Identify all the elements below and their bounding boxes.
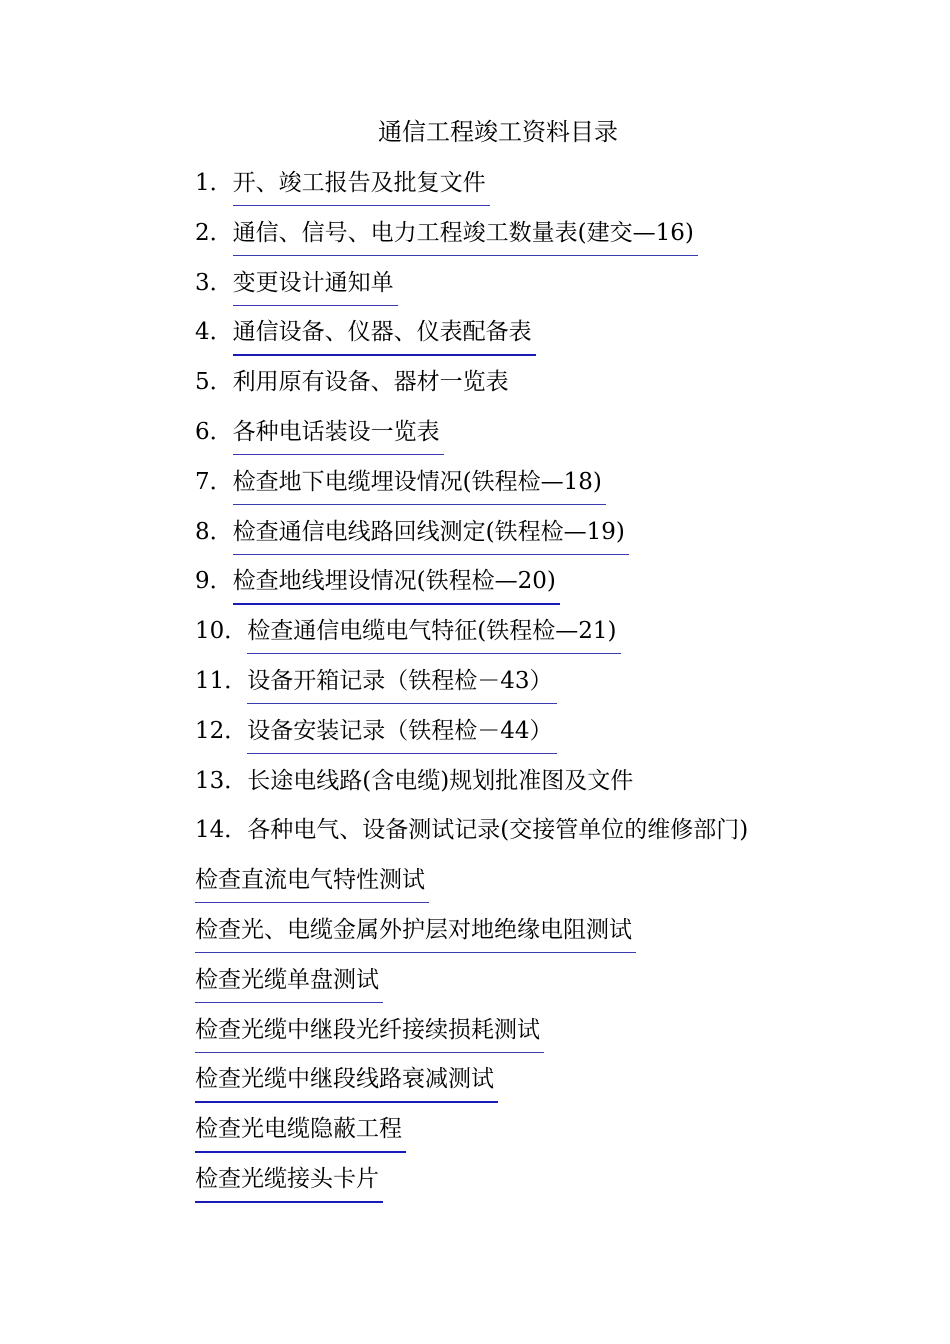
item-text: 检查光缆接头卡片 — [195, 1159, 383, 1203]
list-item — [195, 1010, 752, 1060]
item-number: 13． — [195, 767, 248, 794]
item-text: 检查光缆中继段光纤接续损耗测试 — [195, 1010, 544, 1053]
item-number: 12． — [195, 717, 248, 744]
item-text: 各种电话装设一览表 — [233, 412, 444, 455]
item-text: 检查光、电缆金属外护层对地绝缘电阻测试 — [195, 910, 636, 953]
catalog-list — [195, 163, 752, 1209]
item-text: 通信设备、仪器、仪表配备表 — [233, 312, 536, 356]
item-number: 6． — [195, 418, 233, 445]
item-text: 设备开箱记录（铁程检－43） — [247, 661, 556, 704]
list-item — [195, 412, 752, 462]
item-number: 8． — [195, 518, 233, 545]
list-item — [195, 1159, 752, 1209]
item-text: 设备安装记录（铁程检－44） — [247, 711, 556, 754]
item-text: 利用原有设备、器材一览表 — [232, 369, 509, 396]
list-item — [195, 1109, 752, 1159]
item-number: 5． — [195, 369, 233, 396]
list-item — [195, 312, 752, 362]
item-text: 开、竣工报告及批复文件 — [233, 163, 490, 206]
list-item — [195, 362, 752, 412]
list-item — [195, 163, 752, 213]
list-item — [195, 661, 752, 711]
list-item — [195, 611, 752, 661]
item-number: 2． — [195, 219, 233, 246]
list-item — [195, 512, 752, 562]
item-text: 通信、信号、电力工程竣工数量表(建交—16) — [233, 213, 698, 256]
item-text: 检查光缆中继段线路衰减测试 — [195, 1059, 498, 1103]
item-text: 各种电气、设备测试记录(交接管单位的维修部门) — [247, 817, 749, 844]
item-text: 检查直流电气特性测试 — [195, 860, 429, 903]
list-item — [195, 810, 752, 860]
item-text: 检查光电缆隐蔽工程 — [195, 1109, 406, 1153]
item-number: 11． — [195, 667, 248, 694]
list-item — [195, 1059, 752, 1109]
list-item — [195, 561, 752, 611]
item-number: 3． — [195, 269, 233, 296]
list-item — [195, 860, 752, 910]
list-item — [195, 761, 752, 811]
list-item — [195, 213, 752, 263]
list-item — [195, 910, 752, 960]
item-number: 14． — [195, 817, 248, 844]
list-item — [195, 462, 752, 512]
list-item — [195, 263, 752, 313]
item-number: 10． — [195, 618, 248, 645]
list-item — [195, 960, 752, 1010]
list-item — [195, 711, 752, 761]
item-text: 检查光缆单盘测试 — [195, 960, 383, 1003]
document-title: 通信工程竣工资料目录 — [378, 118, 618, 146]
item-text: 检查地下电缆埋设情况(铁程检—18) — [233, 462, 606, 505]
item-number: 1． — [195, 170, 233, 196]
item-text: 检查通信电缆电气特征(铁程检—21) — [247, 611, 620, 654]
item-number: 9． — [195, 568, 233, 595]
item-text: 检查通信电线路回线测定(铁程检—19) — [233, 512, 629, 555]
item-text: 长途电线路(含电缆)规划批准图及文件 — [247, 767, 634, 794]
item-number: 4． — [195, 319, 233, 346]
item-text: 变更设计通知单 — [233, 263, 398, 306]
item-text: 检查地线埋设情况(铁程检—20) — [233, 561, 560, 605]
item-number: 7． — [195, 468, 233, 495]
